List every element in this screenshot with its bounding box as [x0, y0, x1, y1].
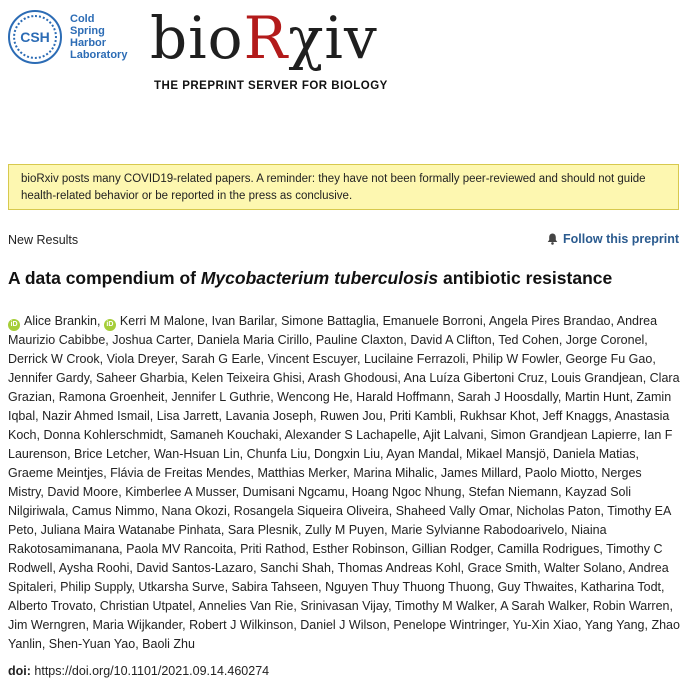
site-tagline: THE PREPRINT SERVER FOR BIOLOGY: [154, 80, 388, 92]
author-name[interactable]: Esther Robinson: [312, 542, 405, 556]
author-name[interactable]: Graeme Meintjes: [8, 466, 104, 480]
author-name[interactable]: Penelope Wintringer: [393, 618, 506, 632]
author-name[interactable]: Kimberlee A Musser: [125, 485, 236, 499]
author-name[interactable]: Angela Pires Brandao: [488, 314, 611, 328]
author-name[interactable]: Lisa Jarrett: [156, 409, 219, 423]
author-name[interactable]: Ian F Laurenson: [8, 428, 673, 461]
author-name[interactable]: Priti Kambli: [389, 409, 453, 423]
author-name[interactable]: Yu-Xin Xiao: [512, 618, 578, 632]
author-name[interactable]: Juliana Maira Watanabe Pinhata: [40, 523, 221, 537]
title-italic: Mycobacterium tuberculosis: [200, 268, 439, 288]
author-name[interactable]: Dumisani Ngcamu: [242, 485, 345, 499]
author-name[interactable]: Timothy M Walker: [394, 599, 494, 613]
bell-icon: [547, 233, 558, 245]
author-name[interactable]: Maria Wijkander: [92, 618, 183, 632]
author-name[interactable]: Nicholas Paton: [516, 504, 601, 518]
author-name[interactable]: Ivan Barilar: [211, 314, 275, 328]
doi-link[interactable]: https://doi.org/10.1101/2021.09.14.460274: [34, 664, 270, 678]
csh-logo-link[interactable]: [8, 10, 127, 64]
csh-name-line: Cold: [70, 13, 95, 25]
author-name[interactable]: Saheer Gharbia: [96, 371, 185, 385]
author-name[interactable]: Philip Supply: [60, 580, 132, 594]
author-name[interactable]: Timothy EA Peto: [8, 504, 671, 537]
author-name[interactable]: Louis Grandjean: [550, 371, 643, 385]
author-name[interactable]: Daniela Matias: [552, 447, 636, 461]
author-name[interactable]: Sara Plesnik: [227, 523, 299, 537]
author-name[interactable]: Lucilaine Ferrazoli: [363, 352, 466, 366]
covid-notice: bioRxiv posts many COVID19-related papers. A reminder: they have not been formally peer-reviewed and should not guide health-related behavior or be reported in the press as conclusive.: [8, 164, 679, 210]
author-name[interactable]: Yang Yang: [584, 618, 645, 632]
title-part: antibiotic resistance: [438, 268, 613, 288]
author-name[interactable]: Derrick W Crook: [8, 352, 100, 366]
author-name[interactable]: Aysha Roohi: [58, 561, 130, 575]
author-name[interactable]: Walter Solano: [544, 561, 623, 575]
author-name[interactable]: Zhao Yanlin: [8, 618, 680, 651]
author-name[interactable]: Rosangela Siqueira Oliveira: [233, 504, 389, 518]
author-name[interactable]: Samaneh Kouchaki: [169, 428, 279, 442]
author-name[interactable]: Sarah G Earle: [181, 352, 261, 366]
author-name[interactable]: Katharina Todt: [580, 580, 662, 594]
author-name[interactable]: Kayzad Soli Nilgiriwala: [8, 485, 632, 518]
author-name[interactable]: David A Clifton: [410, 333, 492, 347]
follow-label: Follow this preprint: [563, 232, 679, 246]
author-name[interactable]: Andrea Maurizio Cabibbe: [8, 314, 658, 347]
author-name[interactable]: Camus Nimmo: [71, 504, 155, 518]
author-name[interactable]: Matthias Merker: [257, 466, 347, 480]
author-name[interactable]: Chunfa Liu: [246, 447, 308, 461]
author-name[interactable]: Kerri M Malone: [119, 314, 205, 328]
author-name[interactable]: Utkarsha Surve: [138, 580, 225, 594]
author-name[interactable]: Nazir Ahmed Ismail: [42, 409, 150, 423]
author-name[interactable]: Rukhsar Khot: [459, 409, 536, 423]
author-name[interactable]: Alberto Trovato: [8, 599, 93, 613]
csh-logo-icon: [8, 10, 62, 64]
author-name[interactable]: Daniela Maria Cirillo: [197, 333, 309, 347]
author-name[interactable]: Kelen Teixeira Ghisi: [191, 371, 302, 385]
orcid-icon[interactable]: iD: [8, 319, 20, 331]
author-name[interactable]: Christian Utpatel: [99, 599, 193, 613]
csh-name-line: Harbor: [70, 37, 107, 49]
author-name[interactable]: Gillian Rodger: [411, 542, 491, 556]
csh-name: [70, 13, 127, 61]
author-name[interactable]: Jennifer L Guthrie: [171, 390, 271, 404]
author-name[interactable]: Srinivasan Vijay: [300, 599, 389, 613]
author-name[interactable]: Jeff Knaggs: [542, 409, 609, 423]
logo-suffix: χiv: [288, 4, 378, 72]
author-name[interactable]: Sanchi Shah: [260, 561, 331, 575]
author-name[interactable]: Flávia de Freitas Mendes: [110, 466, 251, 480]
author-name[interactable]: Nerges Mistry: [8, 466, 642, 499]
author-name[interactable]: Marina Mihalic: [353, 466, 434, 480]
article-type: New Results: [8, 233, 79, 247]
author-name[interactable]: Daniel J Wilson: [300, 618, 387, 632]
author-name[interactable]: Donna Kohlerschmidt: [43, 428, 163, 442]
author-name[interactable]: Viola Dreyer: [106, 352, 175, 366]
author-name[interactable]: David Moore: [47, 485, 119, 499]
author-name[interactable]: Priti Rathod: [240, 542, 306, 556]
author-name[interactable]: Alexander S Lachapelle: [284, 428, 417, 442]
author-name[interactable]: Niaina Rakotosamimanana: [8, 523, 607, 556]
csh-name-line: Spring: [70, 25, 105, 37]
author-name[interactable]: Ayan Mandal: [386, 447, 460, 461]
author-name[interactable]: Shen-Yuan Yao: [48, 637, 136, 651]
site-header: [0, 0, 687, 110]
author-name[interactable]: Wencong He: [277, 390, 350, 404]
author-name[interactable]: Paolo Miotto: [524, 466, 595, 480]
logo-prefix: bio: [150, 4, 244, 72]
author-name[interactable]: Sarah J Hoosdally: [457, 390, 558, 404]
author-name[interactable]: Annelies Van Rie: [198, 599, 294, 613]
author-name[interactable]: Thomas Andreas Kohl: [337, 561, 461, 575]
author-name[interactable]: Wan-Hsuan Lin: [153, 447, 240, 461]
orcid-icon[interactable]: iD: [104, 319, 116, 331]
author-name[interactable]: Martin Hunt: [564, 390, 630, 404]
author-name[interactable]: Vincent Escuyer: [267, 352, 358, 366]
author-name[interactable]: Brice Letcher: [74, 447, 147, 461]
author-name[interactable]: Grace Smith: [467, 561, 538, 575]
author-name[interactable]: Stefan Niemann: [468, 485, 559, 499]
author-name[interactable]: Marie Sylvianne Rabodoarivelo: [391, 523, 565, 537]
author-name[interactable]: Hoang Ngoc Nhung: [351, 485, 462, 499]
author-name[interactable]: Baoli Zhu: [142, 637, 195, 651]
csh-name-line: Laboratory: [70, 49, 128, 61]
author-name[interactable]: Anastasia Koch: [8, 409, 670, 442]
author-name[interactable]: Zully M Puyen: [304, 523, 385, 537]
author-name[interactable]: A Sarah Walker: [500, 599, 586, 613]
article-title: [8, 268, 612, 289]
author-name[interactable]: Arash Ghodousi: [307, 371, 398, 385]
author-name[interactable]: Philip W Fowler: [472, 352, 559, 366]
author-name[interactable]: Jennifer Gardy: [8, 371, 90, 385]
author-name[interactable]: Harald Hoffmann: [356, 390, 451, 404]
author-name[interactable]: Ted Cohen: [498, 333, 559, 347]
author-name[interactable]: Sabira Tahseen: [231, 580, 319, 594]
author-name[interactable]: Paola MV Rancoita: [126, 542, 234, 556]
logo-r: R: [243, 4, 289, 72]
author-name[interactable]: Zamin Iqbal: [8, 390, 672, 423]
author-name[interactable]: Shaheed Vally Omar: [395, 504, 510, 518]
author-name[interactable]: Ajit Lalvani: [422, 428, 484, 442]
author-name[interactable]: Joshua Carter: [112, 333, 191, 347]
author-name[interactable]: James Millard: [440, 466, 518, 480]
author-name[interactable]: Camilla Rodrigues: [497, 542, 600, 556]
author-name[interactable]: Guy Thwaites: [497, 580, 574, 594]
title-part: A data compendium of: [8, 268, 201, 288]
author-name[interactable]: Ana Luíza Gibertoni Cruz: [403, 371, 545, 385]
follow-preprint-button[interactable]: [547, 232, 679, 246]
author-name[interactable]: Nguyen Thuy Thuong Thuong: [325, 580, 491, 594]
author-name[interactable]: Ramona Groenheit: [58, 390, 165, 404]
csh-abbr: CSH: [20, 29, 50, 45]
author-name[interactable]: Emanuele Borroni: [382, 314, 483, 328]
author-name[interactable]: Robin Warren: [592, 599, 670, 613]
author-name[interactable]: Nana Okozi: [161, 504, 227, 518]
author-name[interactable]: Lavania Joseph: [225, 409, 314, 423]
author-name[interactable]: Dongxin Liu: [314, 447, 381, 461]
author-name[interactable]: David Santos-Lazaro: [136, 561, 254, 575]
author-name[interactable]: Robert J Wilkinson: [189, 618, 294, 632]
author-name[interactable]: Clara Grazian: [8, 371, 680, 404]
author-name[interactable]: Mikael Mansjö: [466, 447, 546, 461]
author-name[interactable]: Pauline Claxton: [315, 333, 404, 347]
doi-line: [8, 664, 269, 678]
biorxiv-logo[interactable]: [150, 6, 378, 70]
author-name[interactable]: Jim Werngren: [8, 618, 86, 632]
author-name[interactable]: Simon Grandjean Lapierre: [490, 428, 637, 442]
author-name[interactable]: Alice Brankin: [24, 314, 97, 328]
author-name[interactable]: Jorge Coronel: [565, 333, 645, 347]
author-name[interactable]: George Fu Gao: [565, 352, 653, 366]
doi-label: doi:: [8, 664, 31, 678]
author-name[interactable]: Ruwen Jou: [320, 409, 383, 423]
author-name[interactable]: Timothy C Rodwell: [8, 542, 663, 575]
author-name[interactable]: Andrea Spitaleri: [8, 561, 669, 594]
author-name[interactable]: Simone Battaglia: [281, 314, 376, 328]
author-list: iD Alice Brankin, iD Kerri M Malone, Ivan Barilar, Simone Battaglia, Emanuele Borroni, Angela Pires Brandao, Andrea Maurizio Cabibbe, Joshua Carter, Daniela Maria Cirillo, Pauline Claxton, David A Clifton, Ted Cohen, Jorge Coronel, Derrick W Crook, Viola Dreyer, Sarah G Earle, Vincent Escuyer, Lucilaine Ferrazoli, Philip W Fowler, George Fu Gao, Jennifer Gardy, Saheer Gharbia, Kelen Teixeira Ghisi, Arash Ghodousi, Ana Luíza Gibertoni Cruz, Louis Grandjean, Clara Grazian, Ramona Groenheit, Jennifer L Guthrie, Wencong He, Harald Hoffmann, Sarah J Hoosdally, Martin Hunt, Zamin Iqbal, Nazir Ahmed Ismail, Lisa Jarrett, Lavania Joseph, Ruwen Jou, Priti Kambli, Rukhsar Khot, Jeff Knaggs, Anastasia Koch, Donna Kohlerschmidt, Samaneh Kouchaki, Alexander S Lachapelle, Ajit Lalvani, Simon Grandjean Lapierre, Ian F Laurenson, Brice Letcher, Wan-Hsuan Lin, Chunfa Liu, Dongxin Liu, Ayan Mandal, Mikael Mansjö, Daniela Matias, Graeme Meintjes, Flávia de Freitas Mendes, Matthias Merker, Marina Mihalic, James Millard, Paolo Miotto, Nerges Mistry, David Moore, Kimberlee A Musser, Dumisani Ngcamu, Hoang Ngoc Nhung, Stefan Niemann, Kayzad Soli Nilgiriwala, Camus Nimmo, Nana Okozi, Rosangela Siqueira Oliveira, Shaheed Vally Omar, Nicholas Paton, Timothy EA Peto, Juliana Maira Watanabe Pinhata, Sara Plesnik, Zully M Puyen, Marie Sylvianne Rabodoarivelo, Niaina Rakotosamimanana, Paola MV Rancoita, Priti Rathod, Esther Robinson, Gillian Rodger, Camilla Rodrigues, Timothy C Rodwell, Aysha Roohi, David Santos-Lazaro, Sanchi Shah, Thomas Andreas Kohl, Grace Smith, Walter Solano, Andrea Spitaleri, Philip Supply, Utkarsha Surve, Sabira Tahseen, Nguyen Thuy Thuong Thuong, Guy Thwaites, Katharina Todt, Alberto Trovato, Christian Utpatel, Annelies Van Rie, Srinivasan Vijay, Timothy M Walker, A Sarah Walker, Robin Warren, Jim Werngren, Maria Wijkander, Robert J Wilkinson, Daniel J Wilson, Penelope Wintringer, Yu-Xin Xiao, Yang Yang, Zhao Yanlin, Shen-Yuan Yao, Baoli Zhu: [8, 314, 680, 651]
